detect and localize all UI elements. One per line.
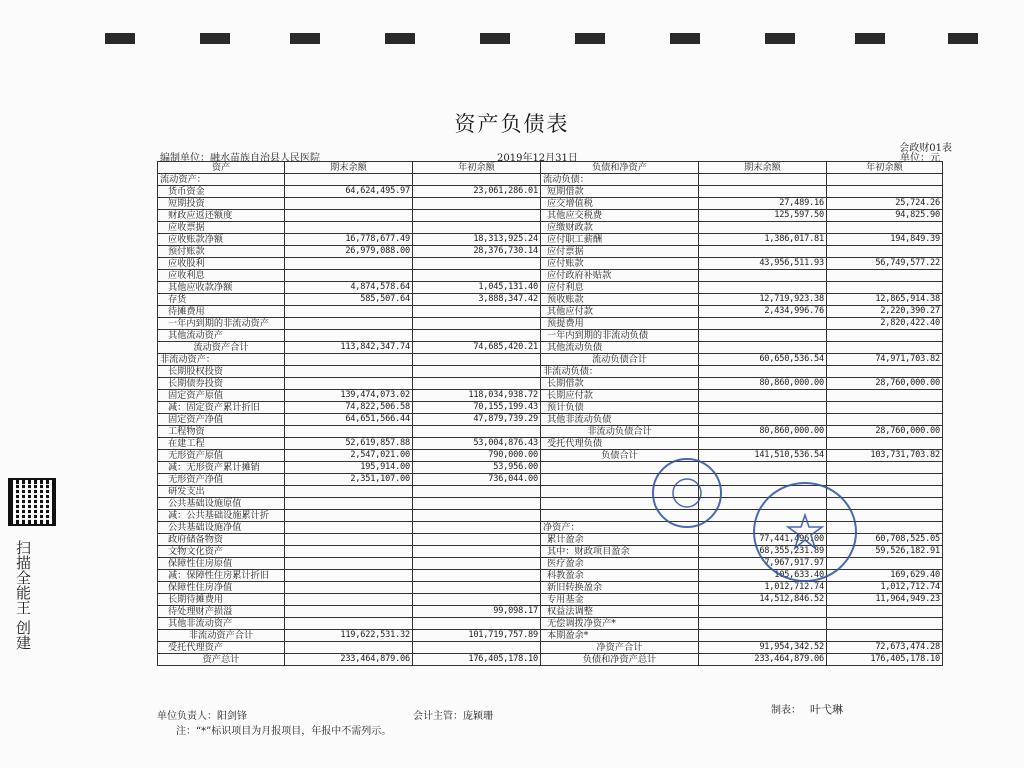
amount-cell	[285, 546, 413, 558]
amount-cell	[699, 222, 827, 234]
header-opening-balance: 年初余额	[827, 162, 943, 174]
item-label-cell: 受托代理资产	[158, 642, 285, 654]
item-label-cell: 其中：财政项目盈余	[541, 546, 699, 558]
item-label-cell: 应付票据	[541, 246, 699, 258]
amount-cell	[285, 258, 413, 270]
balance-sheet-table	[157, 161, 943, 666]
table-row	[158, 462, 943, 474]
item-label-cell: 政府储备物资	[158, 534, 285, 546]
amount-cell	[285, 594, 413, 606]
table-row	[158, 366, 943, 378]
amount-cell: 736,044.00	[413, 474, 541, 486]
amount-cell: 53,004,876.43	[413, 438, 541, 450]
amount-cell	[413, 534, 541, 546]
item-label-cell: 应付政府补贴款	[541, 270, 699, 282]
amount-cell: 2,351,107.00	[285, 474, 413, 486]
amount-cell: 101,719,757.89	[413, 630, 541, 642]
table-row	[158, 186, 943, 198]
amount-cell	[413, 486, 541, 498]
item-label-cell: 公共基础设施原值	[158, 498, 285, 510]
table-row	[158, 198, 943, 210]
amount-cell: 12,719,923.38	[699, 294, 827, 306]
item-label-cell: 受托代理负债	[541, 438, 699, 450]
amount-cell	[827, 330, 943, 342]
amount-cell: 1,012,712.74	[827, 582, 943, 594]
amount-cell: 43,956,511.93	[699, 258, 827, 270]
amount-cell	[827, 246, 943, 258]
amount-cell: 1,012,712.74	[699, 582, 827, 594]
amount-cell: 105,633.40	[699, 570, 827, 582]
item-label-cell: 预提费用	[541, 318, 699, 330]
punch-mark	[290, 33, 320, 44]
amount-cell	[699, 282, 827, 294]
amount-cell: 72,673,474.28	[827, 642, 943, 654]
preparer-name: 叶弋琳	[810, 703, 843, 716]
amount-cell	[285, 642, 413, 654]
amount-cell: 56,749,577.22	[827, 258, 943, 270]
table-row	[158, 318, 943, 330]
amount-cell	[285, 210, 413, 222]
amount-cell: 68,355,231.89	[699, 546, 827, 558]
item-label-cell: 其他应收款净额	[158, 282, 285, 294]
item-label-cell: 短期投资	[158, 198, 285, 210]
item-label-cell: 在建工程	[158, 438, 285, 450]
amount-cell	[699, 606, 827, 618]
item-label-cell: 货币资金	[158, 186, 285, 198]
amount-cell	[285, 354, 413, 366]
item-label-cell: 应付利息	[541, 282, 699, 294]
item-label-cell: 本期盈余*	[541, 630, 699, 642]
item-label-cell: 减：保障性住房累计折旧	[158, 570, 285, 582]
amount-cell	[285, 378, 413, 390]
amount-cell: 64,651,566.44	[285, 414, 413, 426]
amount-cell: 4,874,578.64	[285, 282, 413, 294]
amount-cell	[413, 354, 541, 366]
table-row	[158, 582, 943, 594]
amount-cell: 26,979,088.00	[285, 246, 413, 258]
amount-cell: 94,825.90	[827, 210, 943, 222]
amount-cell	[827, 618, 943, 630]
table-row	[158, 246, 943, 258]
amount-cell	[699, 630, 827, 642]
amount-cell	[827, 438, 943, 450]
amount-cell	[285, 570, 413, 582]
item-label-cell: 工程物资	[158, 426, 285, 438]
amount-cell: 28,376,730.14	[413, 246, 541, 258]
item-label-cell: 权益法调整	[541, 606, 699, 618]
amount-cell	[285, 606, 413, 618]
qr-code-icon	[8, 478, 56, 526]
table-row	[158, 594, 943, 606]
table-row	[158, 618, 943, 630]
item-label-cell: 流动负债：	[541, 174, 699, 186]
amount-cell: 113,842,347.74	[285, 342, 413, 354]
amount-cell	[827, 174, 943, 186]
amount-cell	[699, 270, 827, 282]
amount-cell	[413, 330, 541, 342]
amount-cell	[413, 210, 541, 222]
amount-cell: 2,820,422.40	[827, 318, 943, 330]
amount-cell	[413, 174, 541, 186]
amount-cell: 52,619,857.88	[285, 438, 413, 450]
amount-cell: 60,650,536.54	[699, 354, 827, 366]
unit-head: 单位负责人：阳剑锋	[157, 711, 247, 722]
amount-cell	[285, 366, 413, 378]
amount-cell	[699, 402, 827, 414]
item-label-cell: 待处理财产损溢	[158, 606, 285, 618]
item-label-cell: 应收账款净额	[158, 234, 285, 246]
amount-cell	[699, 618, 827, 630]
item-label-cell: 其他应付款	[541, 306, 699, 318]
header-ending-balance: 期末余额	[699, 162, 827, 174]
amount-cell	[827, 366, 943, 378]
amount-cell	[285, 306, 413, 318]
item-label-cell: 应收票据	[158, 222, 285, 234]
table-row	[158, 174, 943, 186]
amount-cell: 99,098.17	[413, 606, 541, 618]
header-liabilities-equity: 负债和净资产	[541, 162, 699, 174]
amount-cell	[413, 306, 541, 318]
table-row	[158, 414, 943, 426]
amount-cell	[285, 270, 413, 282]
punch-mark	[575, 33, 605, 44]
amount-cell	[827, 270, 943, 282]
amount-cell	[699, 390, 827, 402]
table-row	[158, 450, 943, 462]
amount-cell	[699, 330, 827, 342]
item-label-cell: 长期应付款	[541, 390, 699, 402]
amount-cell: 23,061,286.01	[413, 186, 541, 198]
amount-cell: 103,731,703.82	[827, 450, 943, 462]
item-label-cell: 预收账款	[541, 294, 699, 306]
footnote: 注：“*”标识项目为月报项目，年报中不需列示。	[176, 726, 392, 737]
item-label-cell: 其他应交税费	[541, 210, 699, 222]
amount-cell	[827, 390, 943, 402]
table-row	[158, 642, 943, 654]
table-row	[158, 474, 943, 486]
item-label-cell: 存货	[158, 294, 285, 306]
punch-mark	[670, 33, 700, 44]
item-label-cell: 负债和净资产总计	[541, 654, 699, 666]
amount-cell	[285, 582, 413, 594]
document-title: 资产负债表	[454, 112, 570, 136]
amount-cell	[285, 318, 413, 330]
amount-cell: 1,386,017.81	[699, 234, 827, 246]
amount-cell	[413, 582, 541, 594]
amount-cell: 790,000.00	[413, 450, 541, 462]
item-label-cell: 资产总计	[158, 654, 285, 666]
official-seal-stamp	[753, 482, 857, 582]
amount-cell	[413, 570, 541, 582]
amount-cell: 585,507.64	[285, 294, 413, 306]
amount-cell: 18,313,925.24	[413, 234, 541, 246]
amount-cell	[285, 522, 413, 534]
item-label-cell: 保障性住房原值	[158, 558, 285, 570]
item-label-cell: 应缴财政款	[541, 222, 699, 234]
amount-cell	[285, 510, 413, 522]
amount-cell: 47,879,739.29	[413, 414, 541, 426]
amount-cell: 2,220,390.27	[827, 306, 943, 318]
amount-cell: 176,405,178.10	[827, 654, 943, 666]
amount-cell: 2,547,021.00	[285, 450, 413, 462]
amount-cell	[699, 438, 827, 450]
amount-cell	[699, 414, 827, 426]
amount-cell	[827, 402, 943, 414]
table-row	[158, 210, 943, 222]
amount-cell: 139,474,073.02	[285, 390, 413, 402]
amount-cell: 28,760,000.00	[827, 426, 943, 438]
item-label-cell: 减：公共基础设施累计折	[158, 510, 285, 522]
item-label-cell: 其他非流动资产	[158, 618, 285, 630]
amount-cell	[413, 378, 541, 390]
item-label-cell: 财政应返还额度	[158, 210, 285, 222]
item-label-cell: 文物文化资产	[158, 546, 285, 558]
amount-cell: 74,971,703.82	[827, 354, 943, 366]
item-label-cell: 应交增值税	[541, 198, 699, 210]
amount-cell: 77,441,496.00	[699, 534, 827, 546]
amount-cell: 64,624,495.97	[285, 186, 413, 198]
amount-cell: 25,724.26	[827, 198, 943, 210]
item-label-cell: 医疗盈余	[541, 558, 699, 570]
report-date: 2019年12月31日	[497, 153, 578, 164]
item-label-cell: 预付账款	[158, 246, 285, 258]
item-label-cell: 累计盈余	[541, 534, 699, 546]
amount-cell: 16,778,677.49	[285, 234, 413, 246]
table-row	[158, 390, 943, 402]
table-row	[158, 294, 943, 306]
item-label-cell: 非流动资产合计	[158, 630, 285, 642]
table-row	[158, 606, 943, 618]
amount-cell: 169,629.40	[827, 570, 943, 582]
amount-cell	[413, 366, 541, 378]
item-label-cell: 无形资产净值	[158, 474, 285, 486]
amount-cell	[827, 630, 943, 642]
item-label-cell: 无形资产原值	[158, 450, 285, 462]
amount-cell	[827, 222, 943, 234]
header-assets: 资产	[158, 162, 285, 174]
amount-cell	[413, 558, 541, 570]
amount-cell	[827, 282, 943, 294]
amount-cell	[699, 174, 827, 186]
punch-mark	[948, 33, 978, 44]
seal-stamp	[652, 458, 722, 528]
table-row	[158, 330, 943, 342]
item-label-cell: 减：无形资产累计摊销	[158, 462, 285, 474]
header-ending-balance: 期末余额	[285, 162, 413, 174]
amount-cell: 7,967,917.97	[699, 558, 827, 570]
punch-mark	[855, 33, 885, 44]
amount-cell	[699, 246, 827, 258]
item-label-cell: 短期借款	[541, 186, 699, 198]
punch-mark	[765, 33, 795, 44]
amount-cell	[413, 522, 541, 534]
amount-cell	[699, 462, 827, 474]
table-row	[158, 342, 943, 354]
table-row	[158, 306, 943, 318]
table-row	[158, 270, 943, 282]
amount-cell	[827, 606, 943, 618]
amount-cell: 119,622,531.32	[285, 630, 413, 642]
table-row	[158, 234, 943, 246]
amount-cell	[413, 198, 541, 210]
item-label-cell: 预计负债	[541, 402, 699, 414]
item-label-cell: 无偿调拨净资产*	[541, 618, 699, 630]
item-label-cell: 科教盈余	[541, 570, 699, 582]
item-label-cell: 非流动资产：	[158, 354, 285, 366]
item-label-cell: 专用基金	[541, 594, 699, 606]
amount-cell: 2,434,996.76	[699, 306, 827, 318]
amount-cell	[285, 330, 413, 342]
amount-cell	[285, 426, 413, 438]
amount-cell: 74,685,420.21	[413, 342, 541, 354]
table-row	[158, 402, 943, 414]
amount-cell	[413, 594, 541, 606]
item-label-cell: 公共基础设施净值	[158, 522, 285, 534]
item-label-cell: 应付职工薪酬	[541, 234, 699, 246]
amount-cell	[285, 558, 413, 570]
amount-cell	[827, 186, 943, 198]
table-row	[158, 654, 943, 666]
amount-cell	[285, 486, 413, 498]
item-label-cell: 非流动负债：	[541, 366, 699, 378]
amount-cell: 118,034,938.72	[413, 390, 541, 402]
table-row	[158, 354, 943, 366]
amount-cell	[827, 474, 943, 486]
amount-cell	[413, 270, 541, 282]
table-row	[158, 438, 943, 450]
amount-cell: 141,510,536.54	[699, 450, 827, 462]
amount-cell	[699, 342, 827, 354]
item-label-cell: 流动负债合计	[541, 354, 699, 366]
amount-cell: 233,464,879.06	[699, 654, 827, 666]
amount-cell	[827, 342, 943, 354]
table-header-row	[158, 162, 943, 174]
amount-cell	[285, 174, 413, 186]
amount-cell: 194,849.39	[827, 234, 943, 246]
item-label-cell: 其他流动资产	[158, 330, 285, 342]
amount-cell	[699, 318, 827, 330]
table-row	[158, 426, 943, 438]
amount-cell	[413, 642, 541, 654]
item-label-cell: 长期待摊费用	[158, 594, 285, 606]
item-label-cell: 应付账款	[541, 258, 699, 270]
star-icon	[785, 512, 825, 552]
item-label-cell: 待摊费用	[158, 306, 285, 318]
amount-cell	[285, 534, 413, 546]
amount-cell: 233,464,879.06	[285, 654, 413, 666]
amount-cell: 70,155,199.43	[413, 402, 541, 414]
amount-cell	[413, 510, 541, 522]
amount-cell	[285, 198, 413, 210]
amount-cell: 28,760,000.00	[827, 378, 943, 390]
amount-cell	[827, 462, 943, 474]
amount-cell	[413, 318, 541, 330]
amount-cell	[827, 486, 943, 498]
amount-cell: 27,489.16	[699, 198, 827, 210]
item-label-cell: 一年内到期的非流动资产	[158, 318, 285, 330]
item-label-cell: 应收利息	[158, 270, 285, 282]
item-label-cell: 其他非流动负债	[541, 414, 699, 426]
amount-cell: 11,964,949.23	[827, 594, 943, 606]
item-label-cell: 非流动负债合计	[541, 426, 699, 438]
item-label-cell: 净资产：	[541, 522, 699, 534]
item-label-cell: 固定资产原值	[158, 390, 285, 402]
amount-cell: 80,860,000.00	[699, 378, 827, 390]
reporting-unit: 编制单位：融水苗族自治县人民医院	[160, 153, 320, 164]
amount-cell	[285, 498, 413, 510]
item-label-cell: 一年内到期的非流动负债	[541, 330, 699, 342]
punch-mark	[200, 33, 230, 44]
table-row	[158, 258, 943, 270]
item-label-cell: 长期借款	[541, 378, 699, 390]
amount-cell	[413, 258, 541, 270]
scanner-watermark: 扫描全能王 创建	[14, 540, 32, 650]
item-label-cell: 其他流动负债	[541, 342, 699, 354]
amount-cell	[285, 222, 413, 234]
amount-cell: 74,822,506.58	[285, 402, 413, 414]
amount-cell: 53,956.00	[413, 462, 541, 474]
table-row	[158, 378, 943, 390]
item-label-cell: 流动资产合计	[158, 342, 285, 354]
item-label-cell: 新旧转换盈余	[541, 582, 699, 594]
amount-cell: 60,708,525.05	[827, 534, 943, 546]
amount-cell: 91,954,342.52	[699, 642, 827, 654]
amount-cell	[413, 426, 541, 438]
form-number: 会政财01表	[899, 143, 952, 154]
amount-cell: 125,597.50	[699, 210, 827, 222]
item-label-cell: 固定资产净值	[158, 414, 285, 426]
table-row	[158, 222, 943, 234]
table-row	[158, 630, 943, 642]
preparer-label: 制表：	[771, 705, 801, 716]
amount-cell: 12,865,914.38	[827, 294, 943, 306]
amount-cell	[413, 546, 541, 558]
item-label-cell: 减：固定资产累计折旧	[158, 402, 285, 414]
amount-cell	[699, 186, 827, 198]
amount-cell	[413, 618, 541, 630]
amount-cell: 80,860,000.00	[699, 426, 827, 438]
item-label-cell: 长期股权投资	[158, 366, 285, 378]
amount-cell: 1,045,131.40	[413, 282, 541, 294]
amount-cell	[413, 498, 541, 510]
amount-cell: 3,888,347.42	[413, 294, 541, 306]
amount-cell	[699, 366, 827, 378]
item-label-cell: 净资产合计	[541, 642, 699, 654]
amount-cell	[413, 222, 541, 234]
amount-cell: 195,914.00	[285, 462, 413, 474]
punch-mark	[105, 33, 135, 44]
table-row	[158, 282, 943, 294]
amount-cell	[285, 618, 413, 630]
amount-cell	[827, 414, 943, 426]
amount-cell: 14,512,846.52	[699, 594, 827, 606]
header-opening-balance: 年初余额	[413, 162, 541, 174]
punch-mark	[480, 33, 510, 44]
item-label-cell: 流动资产：	[158, 174, 285, 186]
chief-accountant: 会计主管：庞颖珊	[413, 711, 493, 722]
amount-cell: 176,405,178.10	[413, 654, 541, 666]
amount-cell: 59,526,182.91	[827, 546, 943, 558]
item-label-cell: 研发支出	[158, 486, 285, 498]
currency-unit: 单位：元	[900, 153, 940, 164]
punch-mark	[385, 33, 415, 44]
item-label-cell: 保障性住房净值	[158, 582, 285, 594]
item-label-cell: 长期债券投资	[158, 378, 285, 390]
item-label-cell: 负债合计	[541, 450, 699, 462]
item-label-cell: 应收股利	[158, 258, 285, 270]
